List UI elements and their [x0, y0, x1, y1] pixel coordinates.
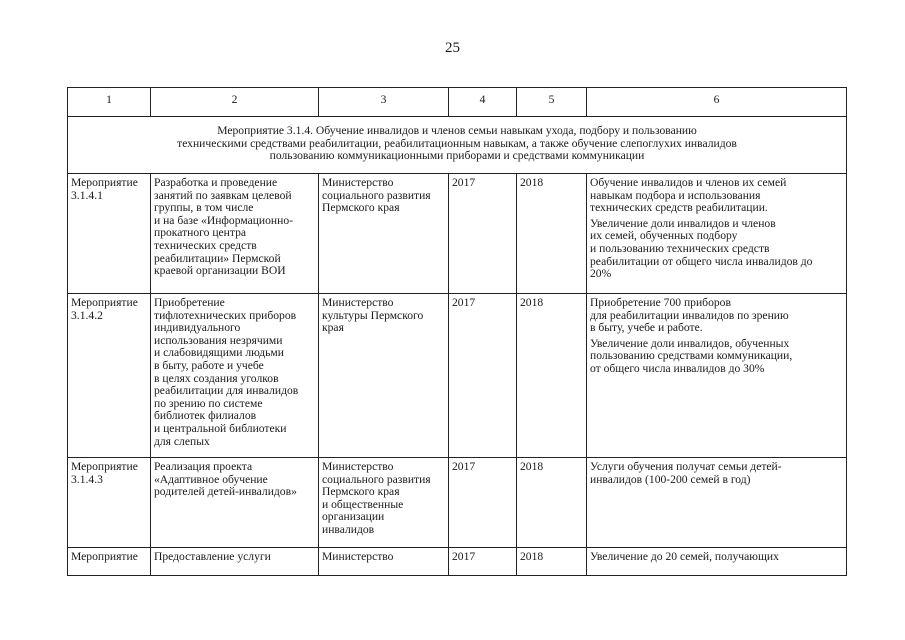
- result-paragraph: Приобретение 700 приборов для реабилитации инвалидов по зрению в быту, учебе и работе.: [590, 296, 789, 335]
- measure-id: Мероприятие 3.1.4.2: [68, 294, 151, 458]
- measure-end-year: 2018: [517, 174, 587, 294]
- column-number: 6: [587, 88, 847, 117]
- page-number: 25: [445, 40, 460, 56]
- result-paragraph: Обучение инвалидов и членов их семей навыкам подбора и использования технических средств реабилитации.: [590, 176, 787, 215]
- table-row: [68, 294, 847, 458]
- measures-table: [67, 87, 847, 576]
- column-number: 4: [449, 88, 517, 117]
- measure-description: Приобретение тифлотехнических приборов индивидуального использования незрячими и слабовидящими людьми в быту, работе и учебе в целях создания уголков реабилитации для инвалидов по зрению по системе библиотек филиалов и центральной библиотеки для слепых: [151, 294, 319, 458]
- column-number: 5: [517, 88, 587, 117]
- measure-start-year: 2017: [449, 548, 517, 576]
- measure-executor: Министерство социального развития Пермского края: [319, 174, 449, 294]
- section-row: [68, 117, 847, 174]
- column-number: 1: [68, 88, 151, 117]
- result-paragraph: Увеличение доли инвалидов, обученных пользованию средствами коммуникации, от общего числа инвалидов до 30%: [590, 336, 793, 375]
- measure-results: [587, 294, 847, 458]
- table-row: [68, 458, 847, 548]
- measure-executor: Министерство культуры Пермского края: [319, 294, 449, 458]
- measure-description: Разработка и проведение занятий по заявкам целевой группы, в том числе и на базе «Информационно- прокатного центра технических средств реабилитации» Пермской краевой организации ВОИ: [151, 174, 319, 294]
- result-paragraph: Увеличение до 20 семей, получающих: [590, 550, 779, 563]
- result-paragraph: Услуги обучения получат семьи детей- инвалидов (100-200 семей в год): [590, 460, 782, 486]
- table-row: [68, 174, 847, 294]
- measure-results: [587, 458, 847, 548]
- section-title: Мероприятие 3.1.4. Обучение инвалидов и членов семьи навыкам ухода, подбору и пользованию техническими средствами реабилитации, реабилитационным навыкам, а также обучение слепоглухих инвалидов пользованию коммуникационными приборами и средствами коммуникации: [68, 117, 847, 174]
- measure-id: Мероприятие 3.1.4.1: [68, 174, 151, 294]
- measure-end-year: 2018: [517, 548, 587, 576]
- measure-id: Мероприятие: [68, 548, 151, 576]
- measure-start-year: 2017: [449, 458, 517, 548]
- result-paragraph: Увеличение доли инвалидов и членов их семей, обученных подбору и пользованию технических средств реабилитации от общего числа инвалидов до 20%: [590, 216, 813, 281]
- measure-results: [587, 174, 847, 294]
- measure-results: [587, 548, 847, 576]
- measure-executor: Министерство социального развития Пермского края и общественные организации инвалидов: [319, 458, 449, 548]
- measure-end-year: 2018: [517, 294, 587, 458]
- measure-description: Предоставление услуги: [151, 548, 319, 576]
- column-number: 2: [151, 88, 319, 117]
- measure-id: Мероприятие 3.1.4.3: [68, 458, 151, 548]
- table-row: [68, 548, 847, 576]
- measure-executor: Министерство: [319, 548, 449, 576]
- measure-start-year: 2017: [449, 174, 517, 294]
- measure-end-year: 2018: [517, 458, 587, 548]
- measure-start-year: 2017: [449, 294, 517, 458]
- column-number: 3: [319, 88, 449, 117]
- measure-description: Реализация проекта «Адаптивное обучение родителей детей-инвалидов»: [151, 458, 319, 548]
- column-number-row: [68, 88, 847, 117]
